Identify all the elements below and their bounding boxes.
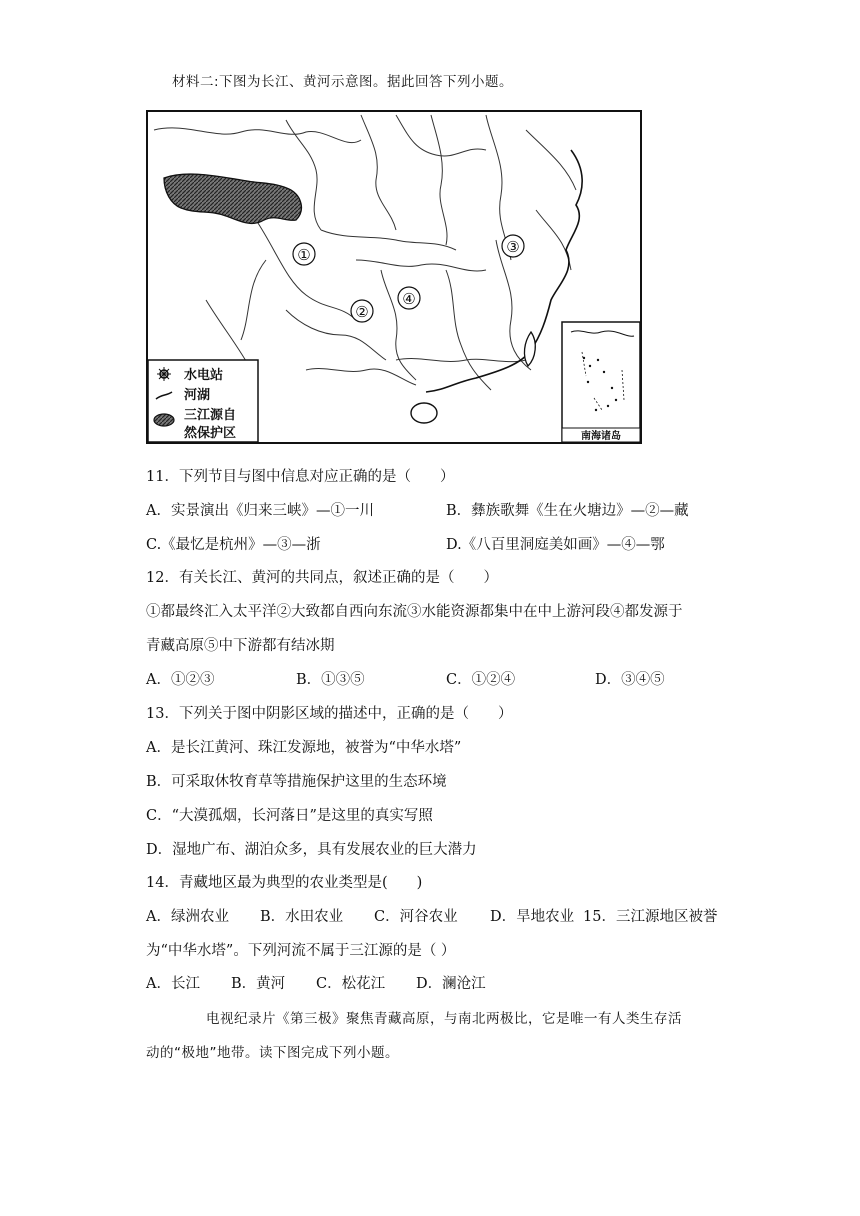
q12-option-a[interactable]: A．①②③ (146, 672, 215, 688)
q15-option-d[interactable]: D．澜沧江 (416, 976, 486, 992)
marker-1 (293, 243, 315, 265)
q15-option-a[interactable]: A．长江 (146, 976, 200, 992)
q14-option-a[interactable]: A．绿洲农业 (146, 909, 229, 925)
q13-option-c[interactable]: C．“大漠孤烟，长河落日”是这里的真实写照 (146, 808, 433, 824)
material-intro: 材料二:下图为长江、黄河示意图。据此回答下列小题。 (172, 74, 514, 90)
documentary-paragraph-line2: 动的“极地”地带。读下图完成下列小题。 (146, 1045, 399, 1061)
rivers-map-figure (146, 110, 642, 444)
legend-reserve-1: 三江源自 (184, 408, 237, 423)
q11-option-d[interactable]: D.《八百里洞庭美如画》—④—鄂 (446, 537, 665, 553)
documentary-paragraph-line1: 电视纪录片《第三极》聚焦青藏高原，与南北两极比，它是唯一有人类生存活 (206, 1011, 682, 1027)
q14-option-b[interactable]: B．水田农业 (260, 909, 344, 925)
map-legend (148, 360, 258, 442)
q15-option-c[interactable]: C．松花江 (316, 976, 386, 992)
q12-stem-line2: ①都最终汇入太平洋②大致都自西向东流③水能资源都集中在中上游河段④都发源于 (146, 604, 683, 620)
hydropower-icon (157, 367, 171, 381)
q12-option-d[interactable]: D．③④⑤ (595, 672, 665, 688)
q11-option-c[interactable]: C.《最忆是杭州》—③—浙 (146, 537, 321, 553)
q13-option-b[interactable]: B．可采取休牧育草等措施保护这里的生态环境 (146, 774, 447, 790)
q13-stem: 13．下列关于图中阴影区域的描述中，正确的是（ ） (146, 706, 513, 722)
q12-stem-line3: 青藏高原⑤中下游都有结冰期 (146, 638, 335, 654)
legend-hydropower: 水电站 (184, 368, 224, 383)
q14-option-c[interactable]: C．河谷农业 (374, 909, 458, 925)
q15-stem: 15．三江源地区被誉 (583, 909, 718, 925)
q14-stem: 14．青藏地区最为典型的农业类型是( ) (146, 875, 423, 891)
legend-reserve-2: 然保护区 (184, 426, 237, 441)
q12-option-c[interactable]: C．①②④ (446, 672, 516, 688)
marker-2 (351, 300, 373, 322)
svg-text:③: ③ (506, 238, 520, 256)
inset-label: 南海诸岛 (581, 431, 621, 442)
south-china-sea-inset (562, 322, 640, 442)
reserve-icon (154, 414, 174, 426)
marker-4 (398, 287, 420, 309)
q12-stem: 12．有关长江、黄河的共同点，叙述正确的是（ ） (146, 570, 498, 586)
q15-stem-line2: 为“中华水塔”。下列河流不属于三江源的是（ ） (146, 943, 456, 959)
q13-option-d[interactable]: D．湿地广布、湖泊众多，具有发展农业的巨大潜力 (146, 842, 477, 858)
svg-text:④: ④ (402, 290, 416, 308)
svg-text:①: ① (297, 246, 311, 264)
q11-option-a[interactable]: A．实景演出《归来三峡》—①一川 (146, 503, 374, 519)
china-outline-map (146, 110, 642, 444)
marker-3 (502, 235, 524, 257)
q11-stem: 11．下列节目与图中信息对应正确的是（ ） (146, 469, 455, 485)
svg-text:②: ② (355, 303, 369, 321)
q15-option-b[interactable]: B．黄河 (231, 976, 286, 992)
q11-option-b[interactable]: B．彝族歌舞《生在火塘边》—②—藏 (446, 503, 689, 519)
q13-option-a[interactable]: A．是长江黄河、珠江发源地，被誉为“中华水塔” (146, 740, 462, 756)
legend-rivers: 河湖 (184, 388, 211, 403)
q12-option-b[interactable]: B．①③⑤ (296, 672, 365, 688)
q14-option-d[interactable]: D．旱地农业 (490, 909, 575, 925)
